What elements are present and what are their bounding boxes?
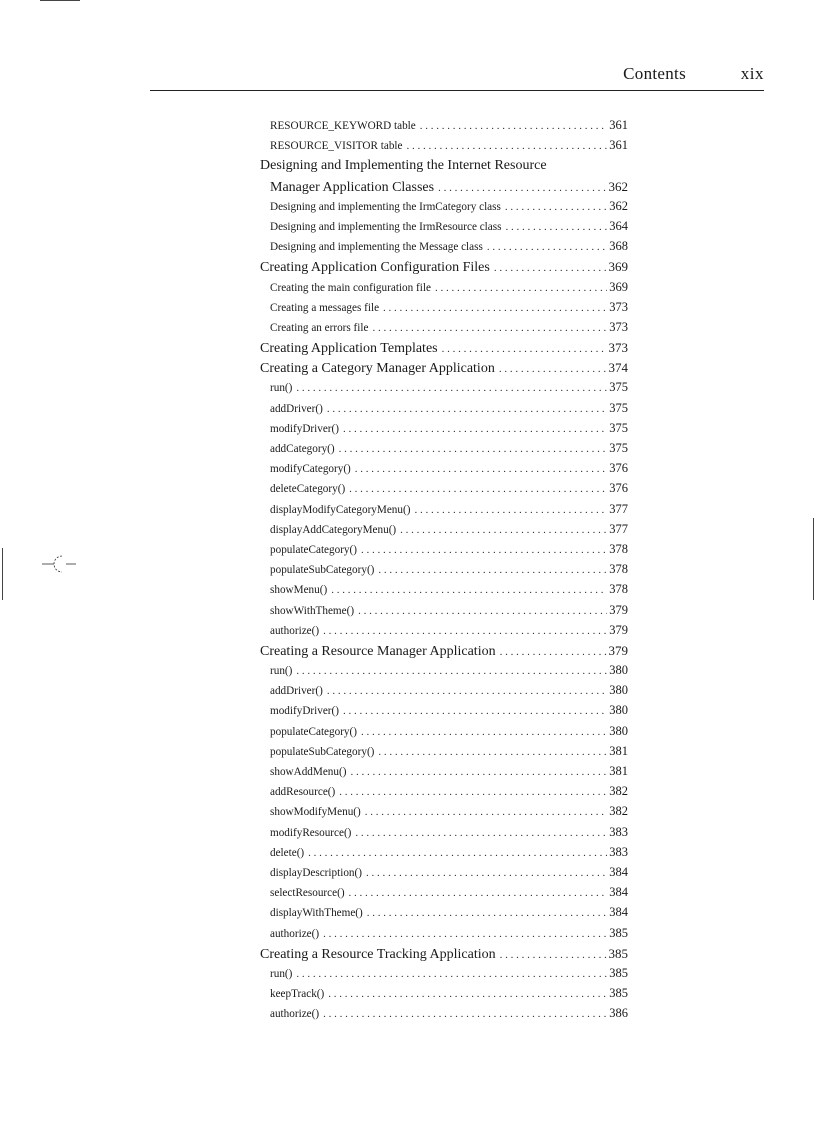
toc-entry [260,825,628,845]
toc-entry-page: 373 [609,299,628,314]
toc-entry [260,623,628,643]
toc-entry [260,703,628,723]
toc-entry-page: 375 [609,441,628,455]
toc-entry-label: addDriver() [270,685,323,698]
dot-leader [414,504,607,516]
toc-entry [260,784,628,804]
dot-leader [435,282,607,294]
toc-entry-page: 385 [609,986,628,1001]
toc-entry [260,683,628,703]
toc-entry-label: populateSubCategory() [270,564,375,577]
toc-entry-page: 379 [609,602,628,617]
toc-entry [260,643,628,663]
toc-entry-label: run() [270,967,293,980]
dot-leader [438,182,606,194]
toc-entry-label: authorize() [270,927,320,940]
dot-leader [339,443,608,455]
toc-entry-page: 375 [609,420,628,435]
toc-entry-page: 382 [609,784,628,799]
dot-leader [358,605,607,617]
toc-entry [260,986,628,1006]
toc-entry-page: 385 [609,965,628,980]
toc-entry-label: showAddMenu() [270,766,347,778]
crop-mark-right [813,518,814,600]
toc-entry [260,502,628,522]
dot-leader [487,241,607,253]
toc-entry [260,340,628,360]
toc-entry-page: 382 [609,804,628,819]
toc-entry [260,663,628,683]
toc-entry-page: 368 [609,239,628,254]
toc-entry-page: 375 [609,400,628,415]
toc-entry [260,905,628,925]
running-head-title: Contents [623,64,686,83]
toc-entry-page: 376 [609,461,628,476]
toc-entry [260,179,628,199]
toc-entry-label: RESOURCE_VISITOR table [270,140,403,153]
dot-leader [355,827,607,839]
toc-entry-label: displayWithTheme() [270,907,363,920]
toc-entry [260,219,628,239]
toc-entry-page: 362 [609,198,628,213]
toc-entry [260,522,628,542]
dot-leader [442,343,607,355]
dot-leader [349,483,607,495]
toc-entry-page: 376 [609,481,628,496]
toc-entry-label: showWithTheme() [270,604,355,617]
toc-entry-label: Designing and implementing the IrmResource class [270,220,502,233]
toc-entry-page: 378 [609,541,628,556]
dot-leader [420,120,608,132]
dot-leader [343,705,607,717]
toc-entry-label: Creating a messages file [270,301,380,314]
dot-leader [331,584,607,596]
toc-entry-page: 364 [609,218,628,233]
toc-entry-page: 383 [609,824,628,839]
toc-entry-page: 362 [608,178,628,194]
toc-entry-page: 380 [609,663,628,678]
toc-entry-page: 383 [609,844,628,859]
dot-leader [372,322,607,334]
dot-leader [366,867,607,879]
toc-entry-page: 369 [609,279,628,294]
toc-entry-page: 384 [609,864,628,879]
toc-entry-label: Designing and implementing the IrmCategory class [270,200,501,213]
dot-leader [327,685,607,697]
toc-entry [260,481,628,501]
dot-leader [505,221,607,233]
dot-leader [339,786,607,798]
dot-leader [296,382,607,394]
toc-entry-label: authorize() [270,624,320,637]
toc-entry-label: displayAddCategoryMenu() [270,523,397,536]
toc-entry [260,885,628,905]
toc-entry-label: selectResource() [270,887,345,900]
toc-entry-label: Creating the main configuration file [270,281,431,294]
dot-leader [296,665,607,677]
dot-leader [500,646,607,658]
toc-entry [260,966,628,986]
dot-leader [308,847,607,859]
toc-entry-label: displayDescription() [270,866,362,879]
toc-entry [260,320,628,340]
toc-entry-page: 384 [609,885,628,900]
toc-entry-page: 377 [609,501,628,516]
toc-entry-label: modifyDriver() [270,705,339,718]
toc-entry [260,764,628,784]
toc-entry-page: 379 [609,622,628,637]
dot-leader [328,988,607,1000]
toc-entry-label: Creating Application Templates [260,341,438,357]
toc-entry [260,562,628,582]
dot-leader [365,806,608,818]
dot-leader [350,766,607,778]
dot-leader [327,403,607,415]
toc-entry [260,744,628,764]
toc-entry-label: keepTrack() [270,988,325,1001]
dot-leader [378,564,607,576]
toc-entry-label: Creating a Category Manager Application [260,361,495,377]
toc-entry [260,724,628,744]
toc-entry [260,199,628,219]
toc-entry [260,804,628,824]
toc-entry-page: 380 [609,723,628,738]
toc-entry-label: populateCategory() [270,543,357,556]
toc-entry-label: delete() [270,846,305,859]
toc-entry [260,138,628,158]
toc-entry [260,300,628,320]
toc-entry-page: 369 [608,259,628,275]
toc-entry-label: populateCategory() [270,725,357,738]
toc-entry-page: 361 [609,118,628,132]
toc-entry [260,158,628,178]
toc-entry [260,280,628,300]
toc-entry-label: addResource() [270,786,336,799]
toc-entry [260,865,628,885]
dot-leader [500,949,607,961]
toc-entry-label: modifyCategory() [270,463,351,476]
toc-entry-page: 375 [609,380,628,395]
toc-entry-label: Designing and Implementing the Internet Resource [260,158,547,174]
toc-entry-page: 386 [609,1006,628,1021]
registration-mark-icon [40,548,80,578]
toc-entry [260,845,628,865]
toc-entry [260,461,628,481]
toc-entry-page: 380 [609,683,628,698]
toc-entry-label: addCategory() [270,443,335,455]
dot-leader [296,968,607,980]
dot-leader [494,262,607,274]
toc-entry [260,1006,628,1026]
toc-entry [260,441,628,461]
toc-entry [260,380,628,400]
toc-entry-page: 361 [609,138,628,153]
toc-entry-page: 380 [609,703,628,718]
table-of-contents [260,118,628,1026]
toc-entry-page: 385 [609,925,628,940]
toc-entry-label: run() [270,382,293,395]
toc-entry-label: Creating Application Configuration Files [260,260,490,276]
toc-entry-page: 373 [609,319,628,334]
page-number: xix [740,64,764,83]
dot-leader [407,140,608,152]
dot-leader [355,463,607,475]
dot-leader [367,907,608,919]
dot-leader [343,423,607,435]
toc-entry [260,603,628,623]
toc-entry-page: 381 [609,743,628,758]
toc-entry [260,946,628,966]
toc-entry-page: 378 [609,582,628,597]
toc-entry-page: 373 [608,340,628,356]
toc-entry [260,360,628,380]
dot-leader [323,928,607,940]
toc-entry-label: run() [270,665,293,678]
dot-leader [349,887,608,899]
toc-entry-page: 381 [609,764,628,778]
dot-leader [378,746,607,758]
toc-entry [260,421,628,441]
toc-entry-page: 384 [609,905,628,920]
dot-leader [323,625,607,637]
toc-entry-label: authorize() [270,1008,320,1021]
toc-entry [260,926,628,946]
toc-entry-label: RESOURCE_KEYWORD table [270,120,416,132]
toc-entry-label: populateSubCategory() [270,745,375,758]
toc-entry [260,401,628,421]
dot-leader [499,363,607,375]
toc-entry-label: Designing and implementing the Message class [270,241,483,254]
toc-entry-page: 377 [609,521,628,536]
dot-leader [361,544,607,556]
dot-leader [361,726,607,738]
toc-entry-label: showMenu() [270,584,328,597]
toc-entry-page: 374 [608,360,628,376]
dot-leader [323,1008,607,1020]
toc-entry [260,582,628,602]
toc-entry-page: 378 [609,562,628,577]
crop-mark-left [2,548,3,600]
toc-entry-label: Creating an errors file [270,321,369,334]
toc-entry-page: 385 [608,945,628,961]
toc-entry [260,118,628,138]
toc-entry-label: modifyDriver() [270,422,339,435]
toc-entry-label: modifyResource() [270,826,352,839]
toc-entry [260,239,628,259]
crop-mark-top [40,0,80,1]
toc-entry-label: Creating a Resource Tracking Application [260,946,496,962]
toc-entry-label: showModifyMenu() [270,806,361,819]
toc-entry-label: deleteCategory() [270,483,346,496]
dot-leader [400,524,607,536]
toc-entry [260,542,628,562]
toc-entry-label: Creating a Resource Manager Application [260,643,496,659]
toc-entry-label: displayModifyCategoryMenu() [270,503,411,516]
running-head [150,60,764,91]
toc-entry-page: 379 [608,642,628,658]
toc-entry [260,259,628,279]
toc-entry-label: Manager Application Classes [270,179,435,195]
dot-leader [383,302,607,314]
dot-leader [505,201,607,213]
toc-entry-label: addDriver() [270,402,323,415]
